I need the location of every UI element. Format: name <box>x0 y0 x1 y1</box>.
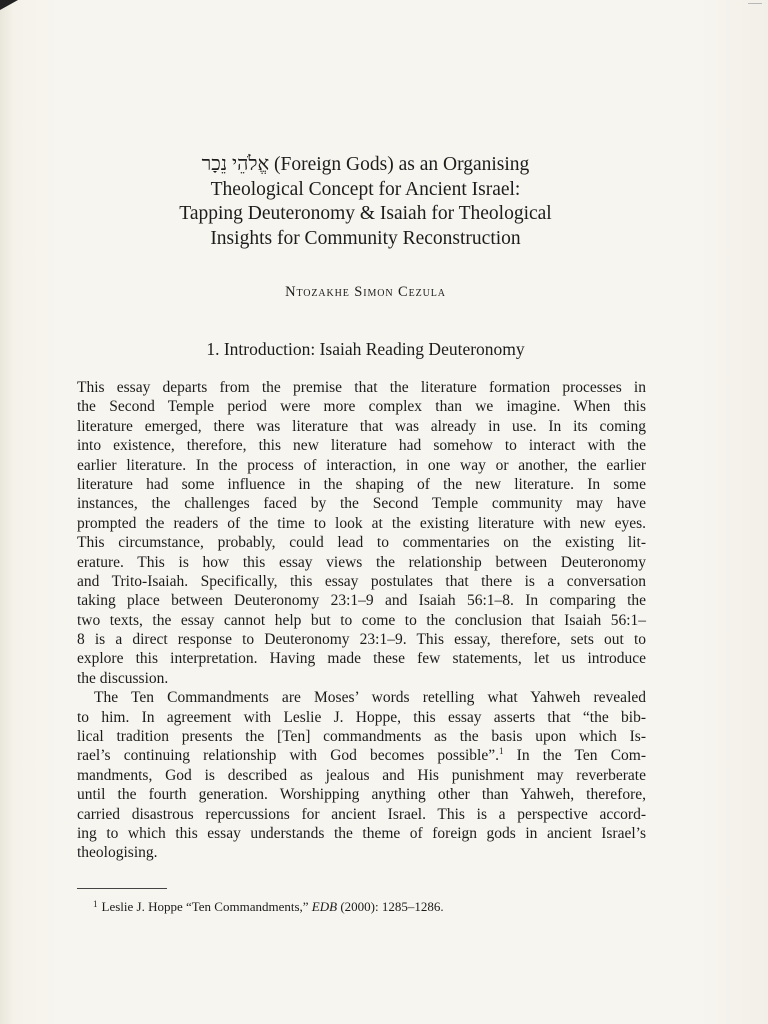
paragraph-1-line: into existence, therefore, this new literature had somehow to interact with the <box>77 437 646 455</box>
paragraph-2-line: mandments, God is described as jealous and His punishment may reverberate <box>77 766 646 784</box>
paragraph-1-line: instances, the challenges faced by the Second Temple community may have <box>77 495 646 513</box>
title-line-4: Insights for Community Reconstruction <box>210 227 521 249</box>
title-line-3: Tapping Deuteronomy & Isaiah for Theological <box>179 203 552 224</box>
footnote-reference[interactable]: 1 <box>499 746 504 757</box>
paragraph-1-line: two texts, the essay cannot help but to come to the conclusion that Isaiah 56:1– <box>77 611 646 629</box>
footnote-number: 1 <box>93 899 98 909</box>
paragraph-1-line: the discussion. <box>77 669 169 687</box>
paragraph-1-line: explore this interpretation. Having made these few statements, let us introduce <box>77 650 646 668</box>
section-heading: 1. Introduction: Isaiah Reading Deuteronomy <box>206 339 525 359</box>
paragraph-1-line: taking place between Deuteronomy 23:1–9 and Isaiah 56:1–8. In comparing the <box>77 592 646 610</box>
title-line-2: Theological Concept for Ancient Israel: <box>210 178 521 200</box>
paragraph-2-line <box>77 746 646 765</box>
scan-corner-mark <box>0 0 18 10</box>
paragraph-2-line: to him. In agreement with Leslie J. Hoppe, this essay asserts that “the bib- <box>77 708 646 726</box>
paragraph-1-line: and Trito-Isaiah. Specifically, this essay postulates that there is a conversation <box>77 572 646 590</box>
author-name: Ntozakhe Simon Cezula <box>285 284 446 300</box>
scan-edge-mark <box>748 3 762 4</box>
paragraph-1-line: earlier literature. In the process of interaction, in one way or another, the earlier <box>77 456 646 474</box>
footnote-separator <box>77 888 167 889</box>
paragraph-1-line: literature had some influence in the shaping of the new literature. In some <box>77 475 646 493</box>
paragraph-2-line: carried disastrous repercussions for ancient Israel. This is a perspective accord- <box>77 805 646 823</box>
paragraph-2-quote-end: rael’s continuing relationship with God becomes possible”. <box>77 747 499 765</box>
footnote-journal: EDB <box>311 899 338 914</box>
body-text <box>77 378 646 863</box>
title-line-1-text: (Foreign Gods) as an Organising <box>269 154 530 175</box>
paragraph-1-line: 8 is a direct response to Deuteronomy 23:1–9. This essay, therefore, sets out to <box>77 631 646 649</box>
paragraph-2-line-continuation: In the Ten Com- <box>503 747 646 765</box>
paragraph-1-line: erature. This is how this essay views the relationship between Deuteronomy <box>77 553 646 571</box>
chapter-title <box>0 153 731 251</box>
paragraph-2-line: The Ten Commandments are Moses’ words retelling what Yahweh revealed <box>94 689 646 707</box>
paragraph-1-line: prompted the readers of the time to look at the existing literature with new eyes. <box>77 514 646 532</box>
title-hebrew: אֱלֹהֵי נֵכָר <box>201 154 270 175</box>
footnote-text: Leslie J. Hoppe “Ten Commandments,” <box>101 899 312 914</box>
paragraph-2-line: lical tradition presents the [Ten] commandments as the basis upon which Is- <box>77 728 646 746</box>
paragraph-1-line: This essay departs from the premise that the literature formation processes in <box>77 379 646 396</box>
title-line-1 <box>0 153 731 178</box>
paragraph-1-line: literature emerged, there was literature that was already in use. In its coming <box>77 417 646 435</box>
paragraph-1-line: the Second Temple period were more complex than we imagine. When this <box>77 398 646 416</box>
paragraph-2-line: until the fourth generation. Worshipping anything other than Yahweh, therefore, <box>77 786 646 804</box>
footnote-pages: (2000): 1285–1286. <box>337 899 444 914</box>
footnote <box>93 899 444 915</box>
paragraph-2-line: theologising. <box>77 844 158 862</box>
paragraph-2-line: ing to which this essay understands the theme of foreign gods in ancient Israel’s <box>77 824 646 842</box>
paragraph-1-line: This circumstance, probably, could lead to commentaries on the existing lit- <box>77 534 646 552</box>
